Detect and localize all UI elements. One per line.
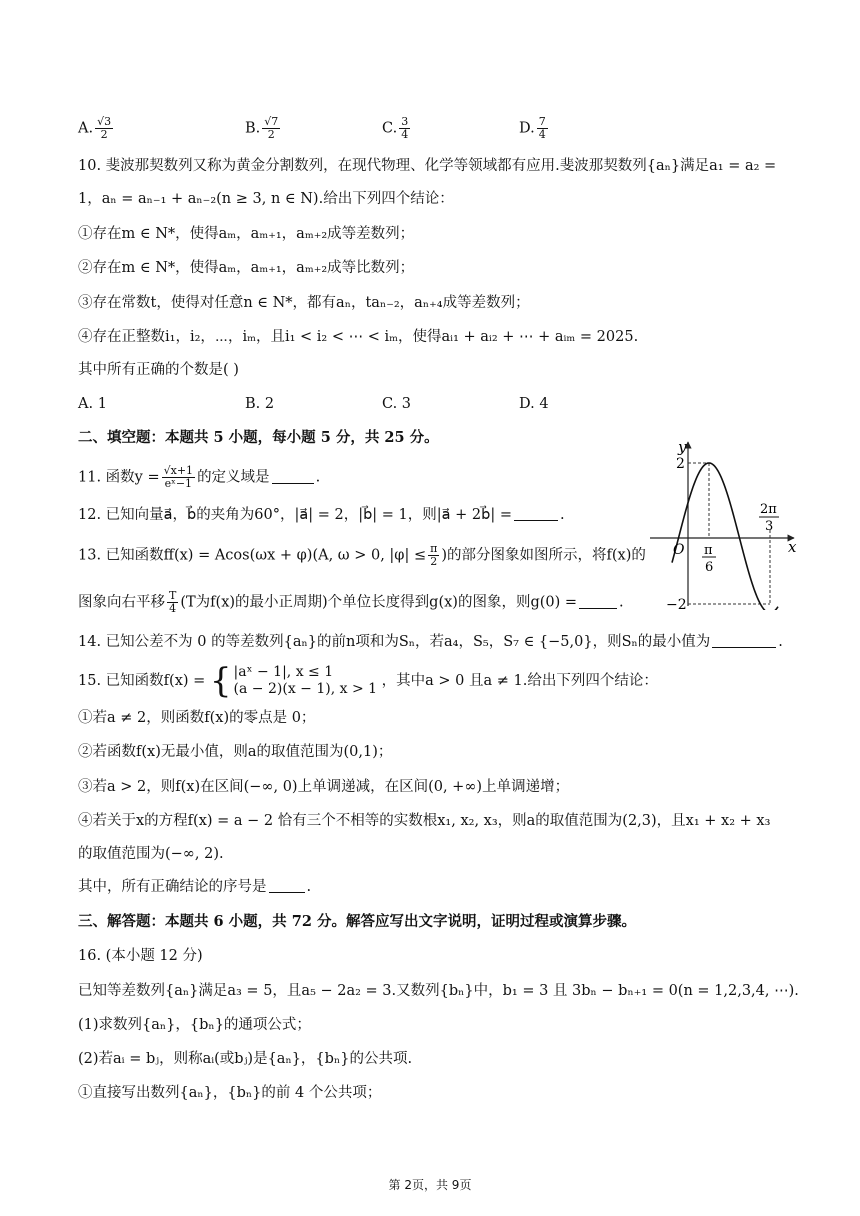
q10-option-c: C. 3 bbox=[382, 396, 412, 412]
q10-option-d: D. 4 bbox=[519, 396, 549, 412]
y-axis-label: y bbox=[678, 438, 687, 456]
q9-option-b: B. $\frac{√7}{2}$ bbox=[245, 115, 279, 141]
x-tick1-den: 6 bbox=[705, 560, 714, 575]
q16-line1: 已知等差数列{aₙ}满足a₃ = 5，且a₅ − 2a₂ = 3.又数列{bₙ}中，b₁ = 3 且 3bₙ − bₙ₊₁ = 0(n = 1,2,3,4, ⋯). bbox=[78, 983, 799, 999]
x-axis-label: x bbox=[788, 538, 797, 556]
x-tick2-den: 3 bbox=[765, 519, 774, 534]
q15-question: 其中，所有正确结论的序号是 . bbox=[78, 879, 312, 895]
answer-blank bbox=[514, 506, 558, 521]
q16-heading: 16. (本小题 12 分) bbox=[78, 948, 203, 964]
q9-option-c: C. $\frac{3}{4}$ bbox=[382, 115, 409, 141]
q9-option-a: A. $\frac{√3}{2}$ bbox=[78, 115, 112, 141]
y-max-label: 2 bbox=[676, 456, 685, 472]
q14-line: 14. 已知公差不为 0 的等差数列{aₙ}的前n项和为Sₙ，若a₄，S₅，S₇ ∈ {−5,0}，则Sₙ的最小值为 . bbox=[78, 634, 783, 650]
q15-statement4b: 的取值范围为(−∞, 2). bbox=[78, 846, 224, 862]
answer-blank bbox=[579, 594, 617, 609]
q16-line4: ①直接写出数列{aₙ}，{bₙ}的前 4 个公共项； bbox=[78, 1085, 382, 1101]
q9-option-d: D. $\frac{7}{4}$ bbox=[519, 115, 546, 141]
q13-function-graph bbox=[642, 438, 802, 610]
q12-line: 12. 已知向量a⃗，b⃗的夹角为60°，|a⃗| = 2，|b⃗| = 1，则|a⃗ + 2b⃗| = . bbox=[78, 507, 565, 523]
section-answer-heading: 三、解答题：本题共 6 小题，共 72 分。解答应写出文字说明，证明过程或演算步骤。 bbox=[78, 913, 636, 930]
section-fill-in-heading: 二、填空题：本题共 5 小题，每小题 5 分，共 25 分。 bbox=[78, 429, 439, 446]
q13-line2: 图象向右平移 $\frac{T}{4}$ (T为f(x)的最小正周期)个单位长度得到g(x)的图象，则g(0) = . bbox=[78, 589, 624, 615]
q10-statement4: ④存在正整数i₁，i₂，⋯，iₘ，且i₁ < i₂ < ⋯ < iₘ，使得aᵢ₁ + aᵢ₂ + ⋯ + aᵢₘ = 2025. bbox=[78, 329, 639, 345]
answer-blank bbox=[712, 633, 776, 648]
y-min-label: −2 bbox=[666, 597, 687, 610]
q10-statement1: ①存在m ∈ N*，使得aₘ，aₘ₊₁，aₘ₊₂成等差数列； bbox=[78, 226, 415, 242]
answer-blank bbox=[269, 878, 305, 893]
q10-statement2: ②存在m ∈ N*，使得aₘ，aₘ₊₁，aₘ₊₂成等比数列； bbox=[78, 260, 415, 276]
q10-option-b: B. 2 bbox=[245, 396, 275, 412]
q15-statement2: ②若函数f(x)无最小值，则a的取值范围为(0,1)； bbox=[78, 744, 393, 760]
q10-line2: 1，aₙ = aₙ₋₁ + aₙ₋₂(n ≥ 3, n ∈ N).给出下列四个结论： bbox=[78, 191, 454, 207]
origin-label: O bbox=[673, 542, 685, 558]
page-footer: 第 2页，共 9页 bbox=[388, 1178, 472, 1192]
q16-line3: (2)若aᵢ = bⱼ，则称aᵢ(或bⱼ)是{aₙ}，{bₙ}的公共项. bbox=[78, 1051, 413, 1067]
q13-line1: 13. 已知函数ff(x) = Acos(ωx + φ)(A, ω > 0, |φ| ≤ $\frac{\pi}{2}$ )的部分图象如图所示，将f(x)的 bbox=[78, 542, 646, 568]
q10-question: 其中所有正确的个数是( ) bbox=[78, 362, 239, 378]
q15-statement3: ③若a > 2，则f(x)在区间(−∞, 0)上单调递减，在区间(0, +∞)上单调递增； bbox=[78, 779, 570, 795]
q10-statement3: ③存在常数t，使得对任意n ∈ N*，都有aₙ，taₙ₋₂，aₙ₊₄成等差数列； bbox=[78, 295, 530, 311]
answer-blank bbox=[272, 469, 314, 484]
q15-statement1: ①若a ≠ 2，则函数f(x)的零点是 0； bbox=[78, 710, 316, 726]
q10-line1: 10. 斐波那契数列又称为黄金分割数列，在现代物理、化学等领域都有应用.斐波那契数列{aₙ}满足a₁ = a₂ = bbox=[78, 158, 777, 174]
q15-statement4a: ④若关于x的方程f(x) = a − 2 恰有三个不相等的实数根x₁, x₂, x₃，则a的取值范围为(2,3)，且x₁ + x₂ + x₃ bbox=[78, 813, 771, 829]
q16-line2: (1)求数列{aₙ}，{bₙ}的通项公式； bbox=[78, 1017, 311, 1033]
x-tick1-num: π bbox=[704, 543, 713, 558]
x-tick2-num: 2π bbox=[760, 502, 777, 517]
q11-line: 11. 函数y = $\frac{√x+1}{\text{eˣ−1}}$ 的定义域是 . bbox=[78, 464, 321, 490]
q15-line1: 15. 已知函数f(x) = { |aˣ − 1|, x ≤ 1 (a − 2)(x − 1), x > 1 ，其中a > 0 且a ≠ 1.给出下列四个结论： bbox=[78, 661, 658, 701]
q10-option-a: A. 1 bbox=[78, 396, 107, 412]
